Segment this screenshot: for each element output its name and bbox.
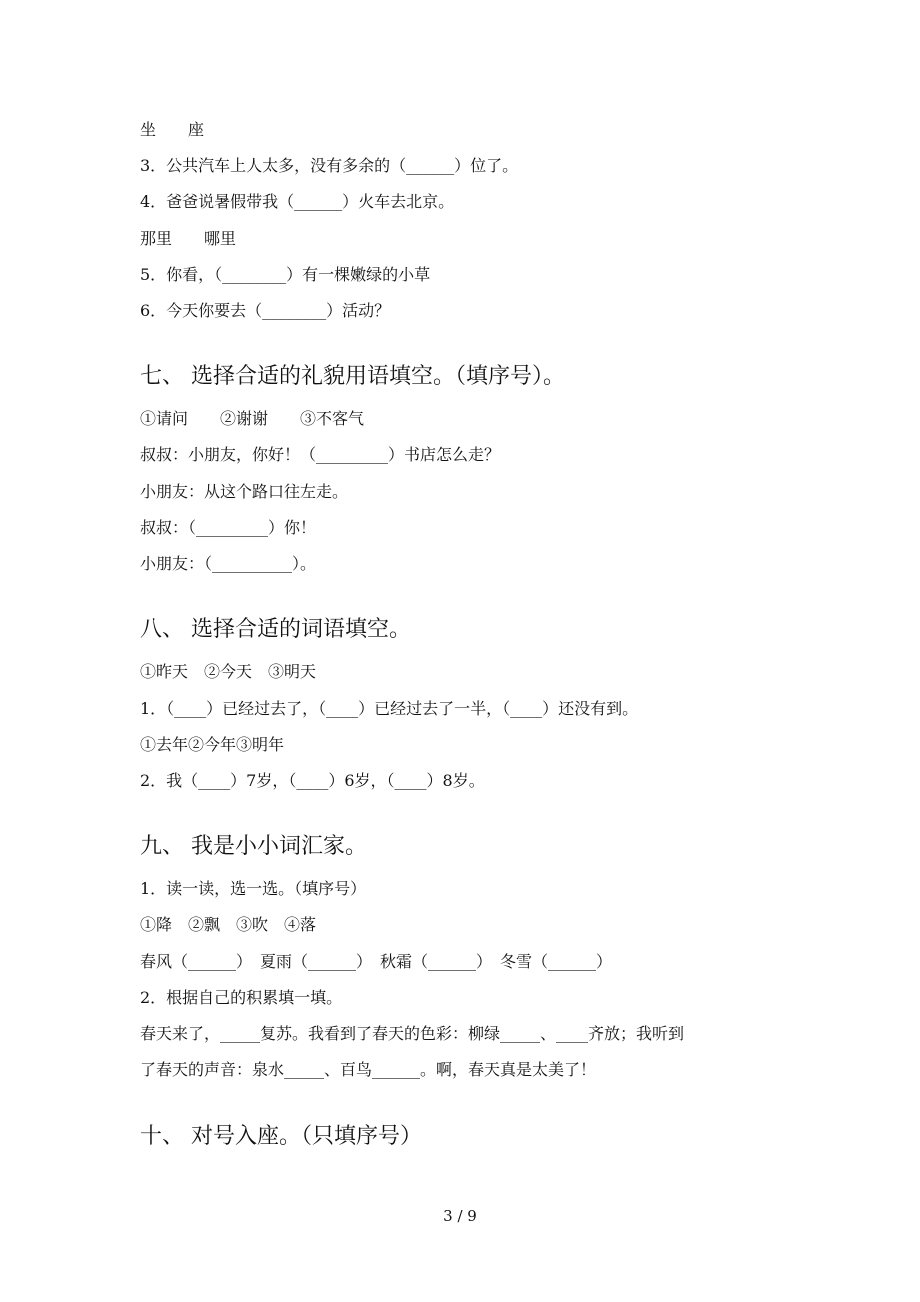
spring-paragraph-line-2: 了春天的声音：泉水_____、百鸟______。啊，春天真是太美了！	[140, 1060, 597, 1079]
question-5: 5．你看，（________）有一棵嫩绿的小草	[140, 265, 431, 284]
word-pair-zuo: 坐 座	[140, 120, 205, 139]
question-6: 6．今天你要去（________）活动？	[140, 301, 391, 320]
section-8-question-1: 1．（____）已经过去了，（____）已经过去了一半，（____）还没有到。	[140, 699, 639, 718]
section-8-heading: 八、 选择合适的词语填空。	[140, 617, 411, 642]
section-7-heading: 七、 选择合适的礼貌用语填空。（填序号）。	[140, 364, 565, 389]
dialogue-line-1: 叔叔：小朋友，你好！（_________）书店怎么走？	[140, 445, 501, 464]
section-9-heading: 九、 我是小小词汇家。	[140, 834, 367, 859]
section-9-options: ①降 ②飘 ③吹 ④落	[140, 915, 317, 934]
section-10-heading: 十、 对号入座。（只填序号）	[140, 1124, 422, 1149]
word-pair-nali: 那里 哪里	[140, 229, 237, 248]
dialogue-line-2: 小朋友：从这个路口往左走。	[140, 482, 349, 501]
question-4: 4．爸爸说暑假带我（______）火车去北京。	[140, 192, 455, 211]
dialogue-line-3: 叔叔：（_________）你！	[140, 518, 317, 537]
spring-paragraph-line-1: 春天来了，_____复苏。我看到了春天的色彩：柳绿_____、____齐放；我听到	[140, 1024, 685, 1043]
section-8-options-2: ①去年②今年③明年	[140, 735, 285, 754]
question-3: 3．公共汽车上人太多，没有多余的（______）位了。	[140, 156, 519, 175]
section-8-question-2: 2．我（____）7岁，（____）6岁，（____）8岁。	[140, 771, 485, 790]
section-7-options: ①请问 ②谢谢 ③不客气	[140, 409, 365, 428]
section-8-options-1: ①昨天 ②今天 ③明天	[140, 662, 317, 681]
section-9-task-1: 1．读一读，选一选。（填序号）	[140, 879, 367, 898]
section-9-blanks: 春风（______） 夏雨（______） 秋霜（______） 冬雪（______）	[140, 952, 613, 971]
section-9-task-2: 2．根据自己的积累填一填。	[140, 988, 343, 1007]
page-number: 3 / 9	[443, 1207, 477, 1225]
dialogue-line-4: 小朋友：（__________）。	[140, 554, 317, 573]
